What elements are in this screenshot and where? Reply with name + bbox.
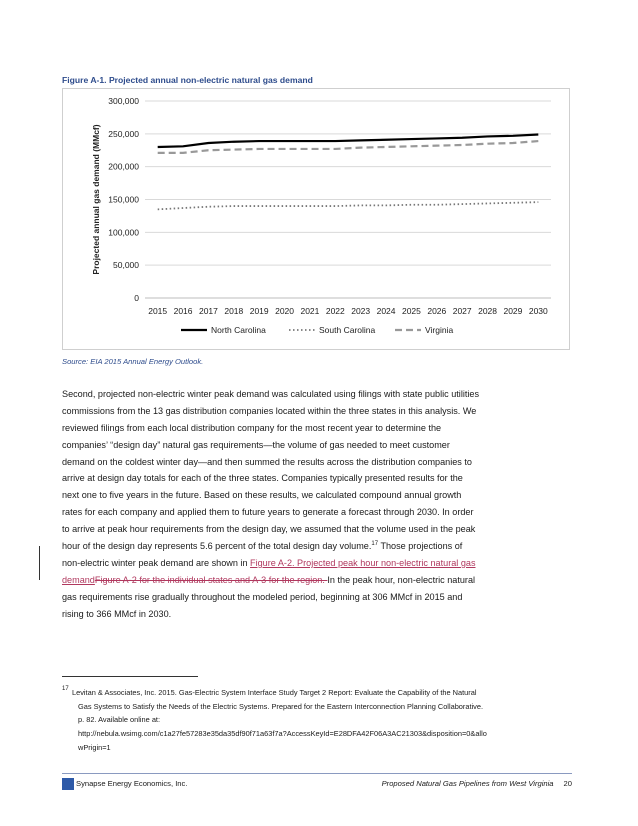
x-tick-label: 2024	[376, 306, 396, 316]
body-line: reviewed filings from each local distribution company for the most recent year to determine the	[62, 422, 442, 433]
body-line: next one to five years in the future. Based on these results, we calculated compound annual growth	[62, 490, 462, 501]
footnote-line: p. 82. Available online at:	[78, 715, 161, 725]
footnote-line: Levitan & Associates, Inc. 2015. Gas-Electric System Interface Study Target 2 Report: Evaluate the Capability of the Natural	[72, 688, 477, 697]
footnote-separator	[62, 676, 198, 677]
y-tick-label: 300,000	[108, 96, 139, 106]
body-text-span: non-electric winter peak demand are shown in	[62, 557, 251, 568]
chart-canvas	[63, 89, 571, 351]
x-tick-label: 2018	[224, 306, 244, 316]
body-text-span: Those projections of	[378, 541, 463, 552]
legend-label: Virginia	[425, 325, 454, 335]
y-tick-label: 50,000	[113, 260, 139, 271]
deleted-text: Figure A-2 for the individual states and A-3 for the region.	[94, 574, 328, 585]
figure-a2-link-cont[interactable]: demand	[62, 574, 95, 585]
footnote-ref-mark[interactable]: 17	[371, 540, 379, 547]
footnote-line: Gas Systems to Satisfy the Needs of the Electric Systems. Prepared for the Eastern Interconnection Planning Collaborative.	[78, 701, 484, 711]
body-line: Second, projected non-electric winter peak demand was calculated using filings with state public utilities	[62, 389, 480, 399]
y-tick-label: 0	[134, 293, 139, 303]
body-text-span: In the peak hour, non-electric natural	[327, 574, 476, 585]
x-tick-label: 2022	[325, 306, 345, 316]
x-tick-label: 2017	[198, 306, 218, 316]
y-tick-label: 150,000	[108, 194, 139, 205]
body-line: rising to 366 MMcf in 2030.	[62, 608, 172, 619]
revision-change-bar	[39, 546, 40, 580]
body-text-span: hour of the design day represents 5.6 percent of the total design day volume.	[62, 541, 372, 552]
x-tick-label: 2026	[427, 306, 447, 316]
y-axis-label: Projected annual gas demand (MMcf)	[91, 124, 101, 275]
body-line: commissions from the 13 gas distribution companies located within the three states in this analysis. We	[62, 405, 477, 416]
body-line: rates for each company and applied them to future years to generate a forecast through 2030. In order	[62, 507, 474, 518]
body-line	[62, 555, 574, 572]
footer-title-text: Proposed Natural Gas Pipelines from West Virginia	[381, 779, 554, 788]
synapse-logo-icon	[62, 778, 74, 790]
footnote-url-cont[interactable]: wPrigin=1	[78, 742, 111, 752]
x-tick-label: 2025	[401, 306, 421, 316]
demand-chart	[62, 88, 570, 350]
y-tick-label: 200,000	[108, 161, 139, 172]
x-tick-label: 2030	[528, 306, 548, 316]
footer-title	[382, 779, 572, 788]
y-tick-label: 250,000	[108, 128, 139, 139]
x-tick-label: 2019	[249, 306, 269, 316]
body-line	[62, 538, 574, 555]
page-number: 20	[563, 779, 572, 788]
legend-label: South Carolina	[319, 325, 376, 335]
footnote-number: 17	[62, 686, 69, 692]
body-line: to arrive at peak hour requirements from the design day, we assumed that the volume used in the peak	[62, 524, 476, 535]
body-line: gas requirements rise gradually throughout the modeled period, beginning at 306 MMcf in 2015 and	[62, 591, 463, 602]
body-line	[62, 572, 574, 589]
body-line: companies’ “design day” natural gas requirements—the volume of gas needed to meet customer	[62, 439, 450, 450]
x-tick-label: 2015	[148, 306, 168, 316]
footnote-url[interactable]: http://nebula.wsimg.com/c1a27fe57283e35da35df90f71a63f7a?AccessKeyId=E28DFA42F06A3AC21303&disposition=0&allo	[78, 729, 487, 739]
figure-caption: Figure A-1. Projected annual non-electric natural gas demand	[62, 75, 313, 85]
footer-rule	[62, 773, 572, 774]
x-tick-label: 2016	[173, 306, 193, 316]
x-tick-label: 2028	[478, 306, 498, 316]
footer-org: Synapse Energy Economics, Inc.	[76, 779, 188, 788]
series-line-south-carolina	[158, 202, 539, 209]
figure-source: Source: EIA 2015 Annual Energy Outlook.	[62, 357, 204, 366]
x-tick-label: 2023	[351, 306, 371, 316]
x-tick-label: 2021	[300, 306, 320, 316]
y-tick-label: 100,000	[108, 227, 139, 238]
body-line: arrive at design day totals for each of the three states. Companies typically presented results for the	[62, 473, 463, 484]
footnote	[62, 686, 582, 755]
legend-label: North Carolina	[211, 325, 266, 335]
x-tick-label: 2020	[275, 306, 295, 316]
figure-a2-link[interactable]: Figure A-2. Projected peak hour non-electric natural gas	[250, 557, 476, 568]
body-line: demand on the coldest winter day—and then summed the results across the distribution companies to	[62, 456, 472, 467]
body-paragraph	[62, 386, 574, 622]
x-tick-label: 2029	[503, 306, 523, 316]
x-tick-label: 2027	[452, 306, 472, 316]
